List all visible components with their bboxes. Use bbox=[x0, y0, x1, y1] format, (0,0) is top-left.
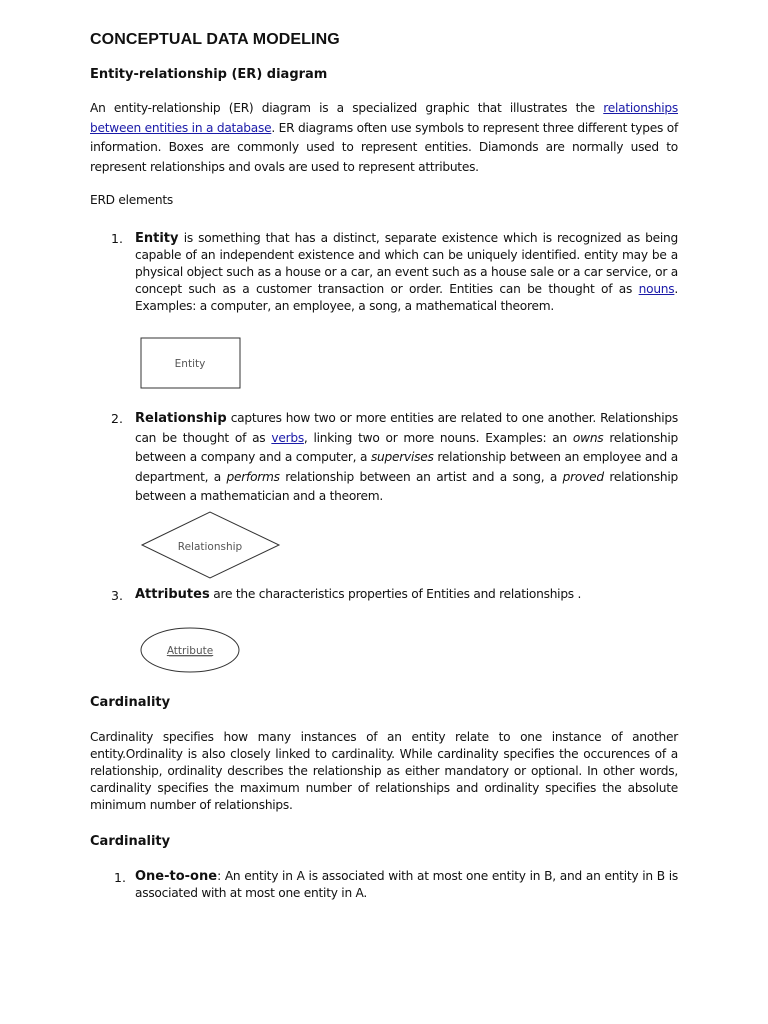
one-to-one-text: : An entity in A is associated with at most one entity in B, and an entity in B is associated with at most one entity in A. bbox=[135, 869, 678, 900]
relationship-text-3: relationship between a company and a computer, a bbox=[135, 430, 678, 464]
one-to-one-description bbox=[135, 868, 678, 902]
page-title: CONCEPTUAL DATA MODELING bbox=[90, 31, 340, 48]
cardinality-heading-2: Cardinality bbox=[90, 834, 171, 849]
list-number-1: 1. bbox=[111, 231, 123, 246]
relationship-text-5: relationship between an artist and a song, a bbox=[279, 469, 563, 484]
intro-paragraph bbox=[90, 99, 678, 177]
attribute-oval-diagram bbox=[138, 625, 244, 675]
relationship-term: Relationship bbox=[135, 411, 227, 426]
one-to-one-term: One-to-one bbox=[135, 869, 218, 884]
list-number-2: 2. bbox=[111, 411, 123, 426]
relationship-text-2: , linking two or more nouns. Examples: an bbox=[303, 430, 573, 445]
entity-box-label: Entity bbox=[174, 358, 206, 370]
verbs-link[interactable]: verbs bbox=[271, 430, 304, 445]
er-diagram-heading: Entity-relationship (ER) diagram bbox=[90, 67, 328, 82]
intro-text-1: An entity-relationship (ER) diagram is a specialized graphic that illustrates the bbox=[90, 101, 604, 115]
erd-elements-label: ERD elements bbox=[90, 193, 174, 207]
entity-box-diagram bbox=[138, 335, 244, 391]
relationship-diamond-diagram bbox=[138, 508, 284, 582]
attributes-description bbox=[135, 585, 678, 605]
attributes-text: are the characteristics properties of Entities and relationships . bbox=[209, 587, 582, 601]
entity-text-2: . Examples: a computer, an employee, a song, a mathematical theorem. bbox=[135, 282, 678, 313]
owns-emphasis: owns bbox=[572, 430, 604, 445]
performs-emphasis: performs bbox=[226, 469, 280, 484]
cardinality-heading-1: Cardinality bbox=[90, 695, 171, 710]
cardinality-paragraph: Cardinality specifies how many instances of an entity relate to one instance of another entity.Ordinality is also closely linked to cardinality. While cardinality specifies the occurences of a relationship, ordinality describes the relationship as either mandatory or optional. In other words, cardinality specifies the maximum number of relationships and ordinality specifies the absolute minimum number of relationships. bbox=[90, 730, 678, 812]
relationship-text-4: relationship between an employee and a department, a bbox=[135, 450, 678, 484]
relationship-diamond-label: Relationship bbox=[177, 541, 243, 553]
list-number-3: 3. bbox=[111, 588, 123, 603]
entity-term: Entity bbox=[135, 231, 179, 246]
entity-text-1: is something that has a distinct, separate existence which is recognized as being capable of an independent existence and which can be uniquely identified. entity may be a physical object such as a house or a car, an event such as a house sale or a car service, or a concept such as a customer transaction or order. Entities can be thought of as bbox=[135, 231, 678, 296]
entity-description bbox=[135, 230, 678, 315]
relationship-description bbox=[135, 409, 678, 507]
attribute-oval-label: Attribute bbox=[166, 645, 214, 657]
proved-emphasis: proved bbox=[562, 469, 604, 484]
intro-text-2: . ER diagrams often use symbols to represent three different types of information. Boxes are commonly used to represent entities. Diamonds are normally used to represent relationships and ovals are used to represent attributes. bbox=[90, 120, 678, 174]
relationships-link[interactable]: relationships between entities in a database bbox=[90, 101, 678, 135]
relationship-text-6: relationship between a mathematician and a theorem. bbox=[135, 469, 679, 503]
attributes-term: Attributes bbox=[135, 587, 210, 602]
list-number-one-to-one: 1. bbox=[114, 870, 126, 885]
relationship-text-1: captures how two or more entities are related to one another. Relationships can be thought of as bbox=[135, 411, 678, 445]
supervises-emphasis: supervises bbox=[370, 450, 434, 464]
nouns-link[interactable]: nouns bbox=[638, 282, 675, 296]
